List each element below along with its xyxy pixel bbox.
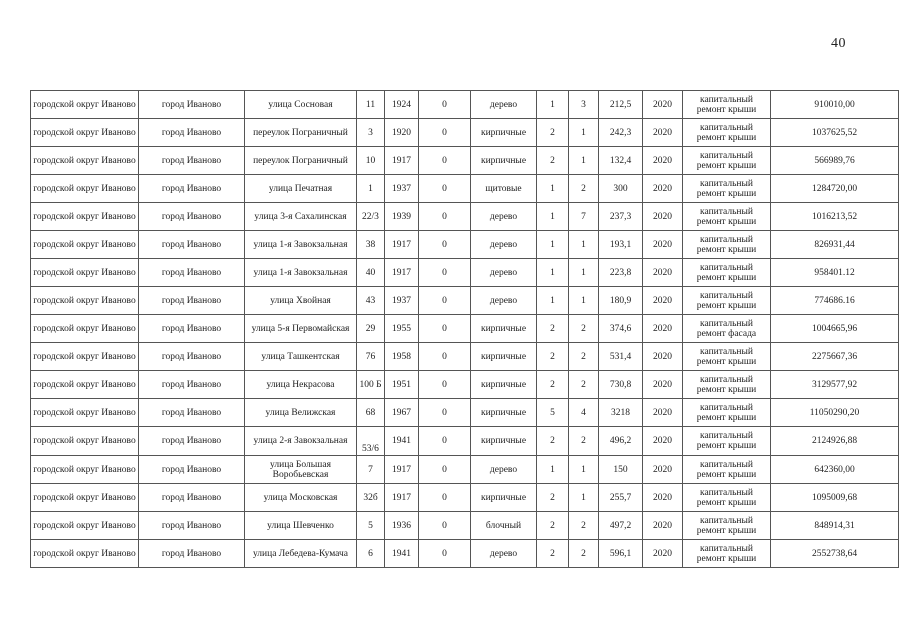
plan-year-cell: 2020	[643, 147, 683, 175]
year-built-cell: 1936	[385, 512, 419, 540]
work-type-cell: капитальный ремонт крыши	[683, 119, 771, 147]
house-number-cell: 6	[357, 540, 385, 568]
house-number-cell: 100 Б	[357, 371, 385, 399]
work-type-cell: капитальный ремонт фасада	[683, 315, 771, 343]
wall-material-cell: дерево	[471, 287, 537, 315]
table-row	[31, 91, 899, 119]
city-cell: город Иваново	[139, 343, 245, 371]
house-number-cell: 1	[357, 175, 385, 203]
plan-year-cell: 2020	[643, 427, 683, 456]
cost-cell: 566989,76	[771, 147, 899, 175]
street-cell: улица 3-я Сахалинская	[245, 203, 357, 231]
year-built-cell: 1920	[385, 119, 419, 147]
year-built-cell: 1939	[385, 203, 419, 231]
area-cell: 497,2	[599, 512, 643, 540]
district-cell: городской округ Иваново	[31, 91, 139, 119]
plan-year-cell: 2020	[643, 484, 683, 512]
floors-cell: 2	[537, 315, 569, 343]
wall-material-cell: дерево	[471, 203, 537, 231]
cost-cell: 3129577,92	[771, 371, 899, 399]
area-cell: 531,4	[599, 343, 643, 371]
table-row	[31, 484, 899, 512]
cost-cell: 1284720,00	[771, 175, 899, 203]
plan-year-cell: 2020	[643, 540, 683, 568]
zero-cell: 0	[419, 540, 471, 568]
wall-material-cell: кирпичные	[471, 399, 537, 427]
zero-cell: 0	[419, 456, 471, 484]
entrances-cell: 3	[569, 91, 599, 119]
house-number-cell: 53/6	[357, 427, 385, 456]
entrances-cell: 2	[569, 371, 599, 399]
floors-cell: 2	[537, 371, 569, 399]
cost-cell: 1095009,68	[771, 484, 899, 512]
work-type-cell: капитальный ремонт крыши	[683, 259, 771, 287]
cost-cell: 2552738,64	[771, 540, 899, 568]
city-cell: город Иваново	[139, 427, 245, 456]
wall-material-cell: кирпичные	[471, 427, 537, 456]
year-built-cell: 1917	[385, 456, 419, 484]
zero-cell: 0	[419, 427, 471, 456]
plan-year-cell: 2020	[643, 203, 683, 231]
district-cell: городской округ Иваново	[31, 371, 139, 399]
floors-cell: 1	[537, 231, 569, 259]
work-type-cell: капитальный ремонт крыши	[683, 427, 771, 456]
wall-material-cell: кирпичные	[471, 119, 537, 147]
table-row	[31, 287, 899, 315]
floors-cell: 2	[537, 147, 569, 175]
area-cell: 596,1	[599, 540, 643, 568]
wall-material-cell: щитовые	[471, 175, 537, 203]
house-number-cell: 7	[357, 456, 385, 484]
floors-cell: 1	[537, 203, 569, 231]
street-cell: улица Сосновая	[245, 91, 357, 119]
city-cell: город Иваново	[139, 315, 245, 343]
year-built-cell: 1937	[385, 175, 419, 203]
wall-material-cell: блочный	[471, 512, 537, 540]
wall-material-cell: дерево	[471, 91, 537, 119]
floors-cell: 1	[537, 259, 569, 287]
house-number-cell: 10	[357, 147, 385, 175]
year-built-cell: 1955	[385, 315, 419, 343]
area-cell: 223,8	[599, 259, 643, 287]
table-row	[31, 147, 899, 175]
entrances-cell: 1	[569, 231, 599, 259]
area-cell: 255,7	[599, 484, 643, 512]
district-cell: городской округ Иваново	[31, 203, 139, 231]
plan-year-cell: 2020	[643, 287, 683, 315]
area-cell: 496,2	[599, 427, 643, 456]
cost-cell: 910010,00	[771, 91, 899, 119]
district-cell: городской округ Иваново	[31, 512, 139, 540]
entrances-cell: 2	[569, 315, 599, 343]
table-row	[31, 399, 899, 427]
street-cell: улица Хвойная	[245, 287, 357, 315]
table-row	[31, 427, 899, 456]
floors-cell: 1	[537, 175, 569, 203]
work-type-cell: капитальный ремонт крыши	[683, 343, 771, 371]
street-cell: улица Ташкентская	[245, 343, 357, 371]
cost-cell: 1016213,52	[771, 203, 899, 231]
city-cell: город Иваново	[139, 287, 245, 315]
city-cell: город Иваново	[139, 175, 245, 203]
area-cell: 374,6	[599, 315, 643, 343]
city-cell: город Иваново	[139, 371, 245, 399]
wall-material-cell: дерево	[471, 456, 537, 484]
city-cell: город Иваново	[139, 259, 245, 287]
house-number-cell: 43	[357, 287, 385, 315]
cost-cell: 2275667,36	[771, 343, 899, 371]
wall-material-cell: дерево	[471, 540, 537, 568]
zero-cell: 0	[419, 371, 471, 399]
area-cell: 730,8	[599, 371, 643, 399]
city-cell: город Иваново	[139, 119, 245, 147]
table-row	[31, 119, 899, 147]
area-cell: 150	[599, 456, 643, 484]
city-cell: город Иваново	[139, 399, 245, 427]
house-number-cell: 40	[357, 259, 385, 287]
area-cell: 237,3	[599, 203, 643, 231]
street-cell: улица Некрасова	[245, 371, 357, 399]
house-number-cell: 3	[357, 119, 385, 147]
city-cell: город Иваново	[139, 540, 245, 568]
zero-cell: 0	[419, 203, 471, 231]
year-built-cell: 1917	[385, 259, 419, 287]
street-cell: улица Печатная	[245, 175, 357, 203]
city-cell: город Иваново	[139, 231, 245, 259]
city-cell: город Иваново	[139, 512, 245, 540]
street-cell: улица Велижская	[245, 399, 357, 427]
entrances-cell: 2	[569, 512, 599, 540]
floors-cell: 2	[537, 119, 569, 147]
cost-cell: 826931,44	[771, 231, 899, 259]
zero-cell: 0	[419, 175, 471, 203]
house-number-cell: 5	[357, 512, 385, 540]
entrances-cell: 1	[569, 287, 599, 315]
district-cell: городской округ Иваново	[31, 315, 139, 343]
page-number: 40	[831, 36, 846, 51]
year-built-cell: 1917	[385, 231, 419, 259]
house-number-cell: 22/3	[357, 203, 385, 231]
street-cell: улица Московская	[245, 484, 357, 512]
house-number-cell: 38	[357, 231, 385, 259]
entrances-cell: 2	[569, 540, 599, 568]
cost-cell: 2124926,88	[771, 427, 899, 456]
wall-material-cell: кирпичные	[471, 315, 537, 343]
cost-cell: 1037625,52	[771, 119, 899, 147]
plan-year-cell: 2020	[643, 231, 683, 259]
district-cell: городской округ Иваново	[31, 540, 139, 568]
plan-year-cell: 2020	[643, 259, 683, 287]
floors-cell: 2	[537, 343, 569, 371]
entrances-cell: 1	[569, 456, 599, 484]
year-built-cell: 1967	[385, 399, 419, 427]
year-built-cell: 1941	[385, 540, 419, 568]
zero-cell: 0	[419, 147, 471, 175]
cost-cell: 958401.12	[771, 259, 899, 287]
table-row	[31, 203, 899, 231]
house-number-cell: 11	[357, 91, 385, 119]
floors-cell: 2	[537, 484, 569, 512]
floors-cell: 2	[537, 512, 569, 540]
street-cell: улица 1-я Завокзальная	[245, 231, 357, 259]
street-cell: улица 5-я Первомайская	[245, 315, 357, 343]
plan-year-cell: 2020	[643, 315, 683, 343]
wall-material-cell: дерево	[471, 231, 537, 259]
house-number-cell: 68	[357, 399, 385, 427]
city-cell: город Иваново	[139, 456, 245, 484]
district-cell: городской округ Иваново	[31, 259, 139, 287]
entrances-cell: 1	[569, 259, 599, 287]
district-cell: городской округ Иваново	[31, 287, 139, 315]
cost-cell: 774686.16	[771, 287, 899, 315]
city-cell: город Иваново	[139, 203, 245, 231]
area-cell: 193,1	[599, 231, 643, 259]
district-cell: городской округ Иваново	[31, 175, 139, 203]
year-built-cell: 1924	[385, 91, 419, 119]
plan-year-cell: 2020	[643, 119, 683, 147]
housing-repair-table	[30, 90, 899, 568]
house-number-cell: 76	[357, 343, 385, 371]
year-built-cell: 1917	[385, 484, 419, 512]
house-number-cell: 32б	[357, 484, 385, 512]
street-cell: улица Шевченко	[245, 512, 357, 540]
entrances-cell: 1	[569, 119, 599, 147]
floors-cell: 1	[537, 456, 569, 484]
cost-cell: 11050290,20	[771, 399, 899, 427]
zero-cell: 0	[419, 315, 471, 343]
zero-cell: 0	[419, 231, 471, 259]
district-cell: городской округ Иваново	[31, 399, 139, 427]
wall-material-cell: кирпичные	[471, 371, 537, 399]
floors-cell: 2	[537, 427, 569, 456]
year-built-cell: 1941	[385, 427, 419, 456]
street-cell: улица 2-я Завокзальная	[245, 427, 357, 456]
work-type-cell: капитальный ремонт крыши	[683, 512, 771, 540]
district-cell: городской округ Иваново	[31, 484, 139, 512]
zero-cell: 0	[419, 259, 471, 287]
table-row	[31, 343, 899, 371]
work-type-cell: капитальный ремонт крыши	[683, 203, 771, 231]
plan-year-cell: 2020	[643, 456, 683, 484]
work-type-cell: капитальный ремонт крыши	[683, 231, 771, 259]
entrances-cell: 1	[569, 484, 599, 512]
zero-cell: 0	[419, 119, 471, 147]
entrances-cell: 4	[569, 399, 599, 427]
work-type-cell: капитальный ремонт крыши	[683, 175, 771, 203]
work-type-cell: капитальный ремонт крыши	[683, 287, 771, 315]
work-type-cell: капитальный ремонт крыши	[683, 399, 771, 427]
area-cell: 180,9	[599, 287, 643, 315]
district-cell: городской округ Иваново	[31, 456, 139, 484]
plan-year-cell: 2020	[643, 371, 683, 399]
table-row	[31, 175, 899, 203]
cost-cell: 642360,00	[771, 456, 899, 484]
wall-material-cell: кирпичные	[471, 147, 537, 175]
work-type-cell: капитальный ремонт крыши	[683, 484, 771, 512]
area-cell: 242,3	[599, 119, 643, 147]
area-cell: 300	[599, 175, 643, 203]
district-cell: городской округ Иваново	[31, 231, 139, 259]
city-cell: город Иваново	[139, 484, 245, 512]
street-cell: переулок Пограничный	[245, 119, 357, 147]
table-row	[31, 231, 899, 259]
zero-cell: 0	[419, 512, 471, 540]
plan-year-cell: 2020	[643, 399, 683, 427]
district-cell: городской округ Иваново	[31, 343, 139, 371]
work-type-cell: капитальный ремонт крыши	[683, 147, 771, 175]
cost-cell: 848914,31	[771, 512, 899, 540]
table-row	[31, 456, 899, 484]
area-cell: 212,5	[599, 91, 643, 119]
table-row	[31, 512, 899, 540]
wall-material-cell: кирпичные	[471, 484, 537, 512]
district-cell: городской округ Иваново	[31, 427, 139, 456]
entrances-cell: 1	[569, 147, 599, 175]
street-cell: улица 1-я Завокзальная	[245, 259, 357, 287]
street-cell: улица Большая Воробьевская	[245, 456, 357, 484]
work-type-cell: капитальный ремонт крыши	[683, 540, 771, 568]
table-row	[31, 259, 899, 287]
zero-cell: 0	[419, 484, 471, 512]
floors-cell: 1	[537, 287, 569, 315]
work-type-cell: капитальный ремонт крыши	[683, 456, 771, 484]
year-built-cell: 1958	[385, 343, 419, 371]
wall-material-cell: дерево	[471, 259, 537, 287]
entrances-cell: 2	[569, 175, 599, 203]
year-built-cell: 1917	[385, 147, 419, 175]
table-row	[31, 540, 899, 568]
area-cell: 132,4	[599, 147, 643, 175]
floors-cell: 1	[537, 91, 569, 119]
cost-cell: 1004665,96	[771, 315, 899, 343]
work-type-cell: капитальный ремонт крыши	[683, 91, 771, 119]
wall-material-cell: кирпичные	[471, 343, 537, 371]
city-cell: город Иваново	[139, 147, 245, 175]
year-built-cell: 1951	[385, 371, 419, 399]
work-type-cell: капитальный ремонт крыши	[683, 371, 771, 399]
floors-cell: 2	[537, 540, 569, 568]
house-number-cell: 29	[357, 315, 385, 343]
plan-year-cell: 2020	[643, 343, 683, 371]
entrances-cell: 2	[569, 343, 599, 371]
area-cell: 3218	[599, 399, 643, 427]
year-built-cell: 1937	[385, 287, 419, 315]
zero-cell: 0	[419, 399, 471, 427]
zero-cell: 0	[419, 343, 471, 371]
plan-year-cell: 2020	[643, 175, 683, 203]
entrances-cell: 2	[569, 427, 599, 456]
table-row	[31, 315, 899, 343]
city-cell: город Иваново	[139, 91, 245, 119]
street-cell: улица Лебедева-Кумача	[245, 540, 357, 568]
zero-cell: 0	[419, 287, 471, 315]
floors-cell: 5	[537, 399, 569, 427]
plan-year-cell: 2020	[643, 91, 683, 119]
entrances-cell: 7	[569, 203, 599, 231]
district-cell: городской округ Иваново	[31, 119, 139, 147]
street-cell: переулок Пограничный	[245, 147, 357, 175]
table-row	[31, 371, 899, 399]
district-cell: городской округ Иваново	[31, 147, 139, 175]
plan-year-cell: 2020	[643, 512, 683, 540]
zero-cell: 0	[419, 91, 471, 119]
